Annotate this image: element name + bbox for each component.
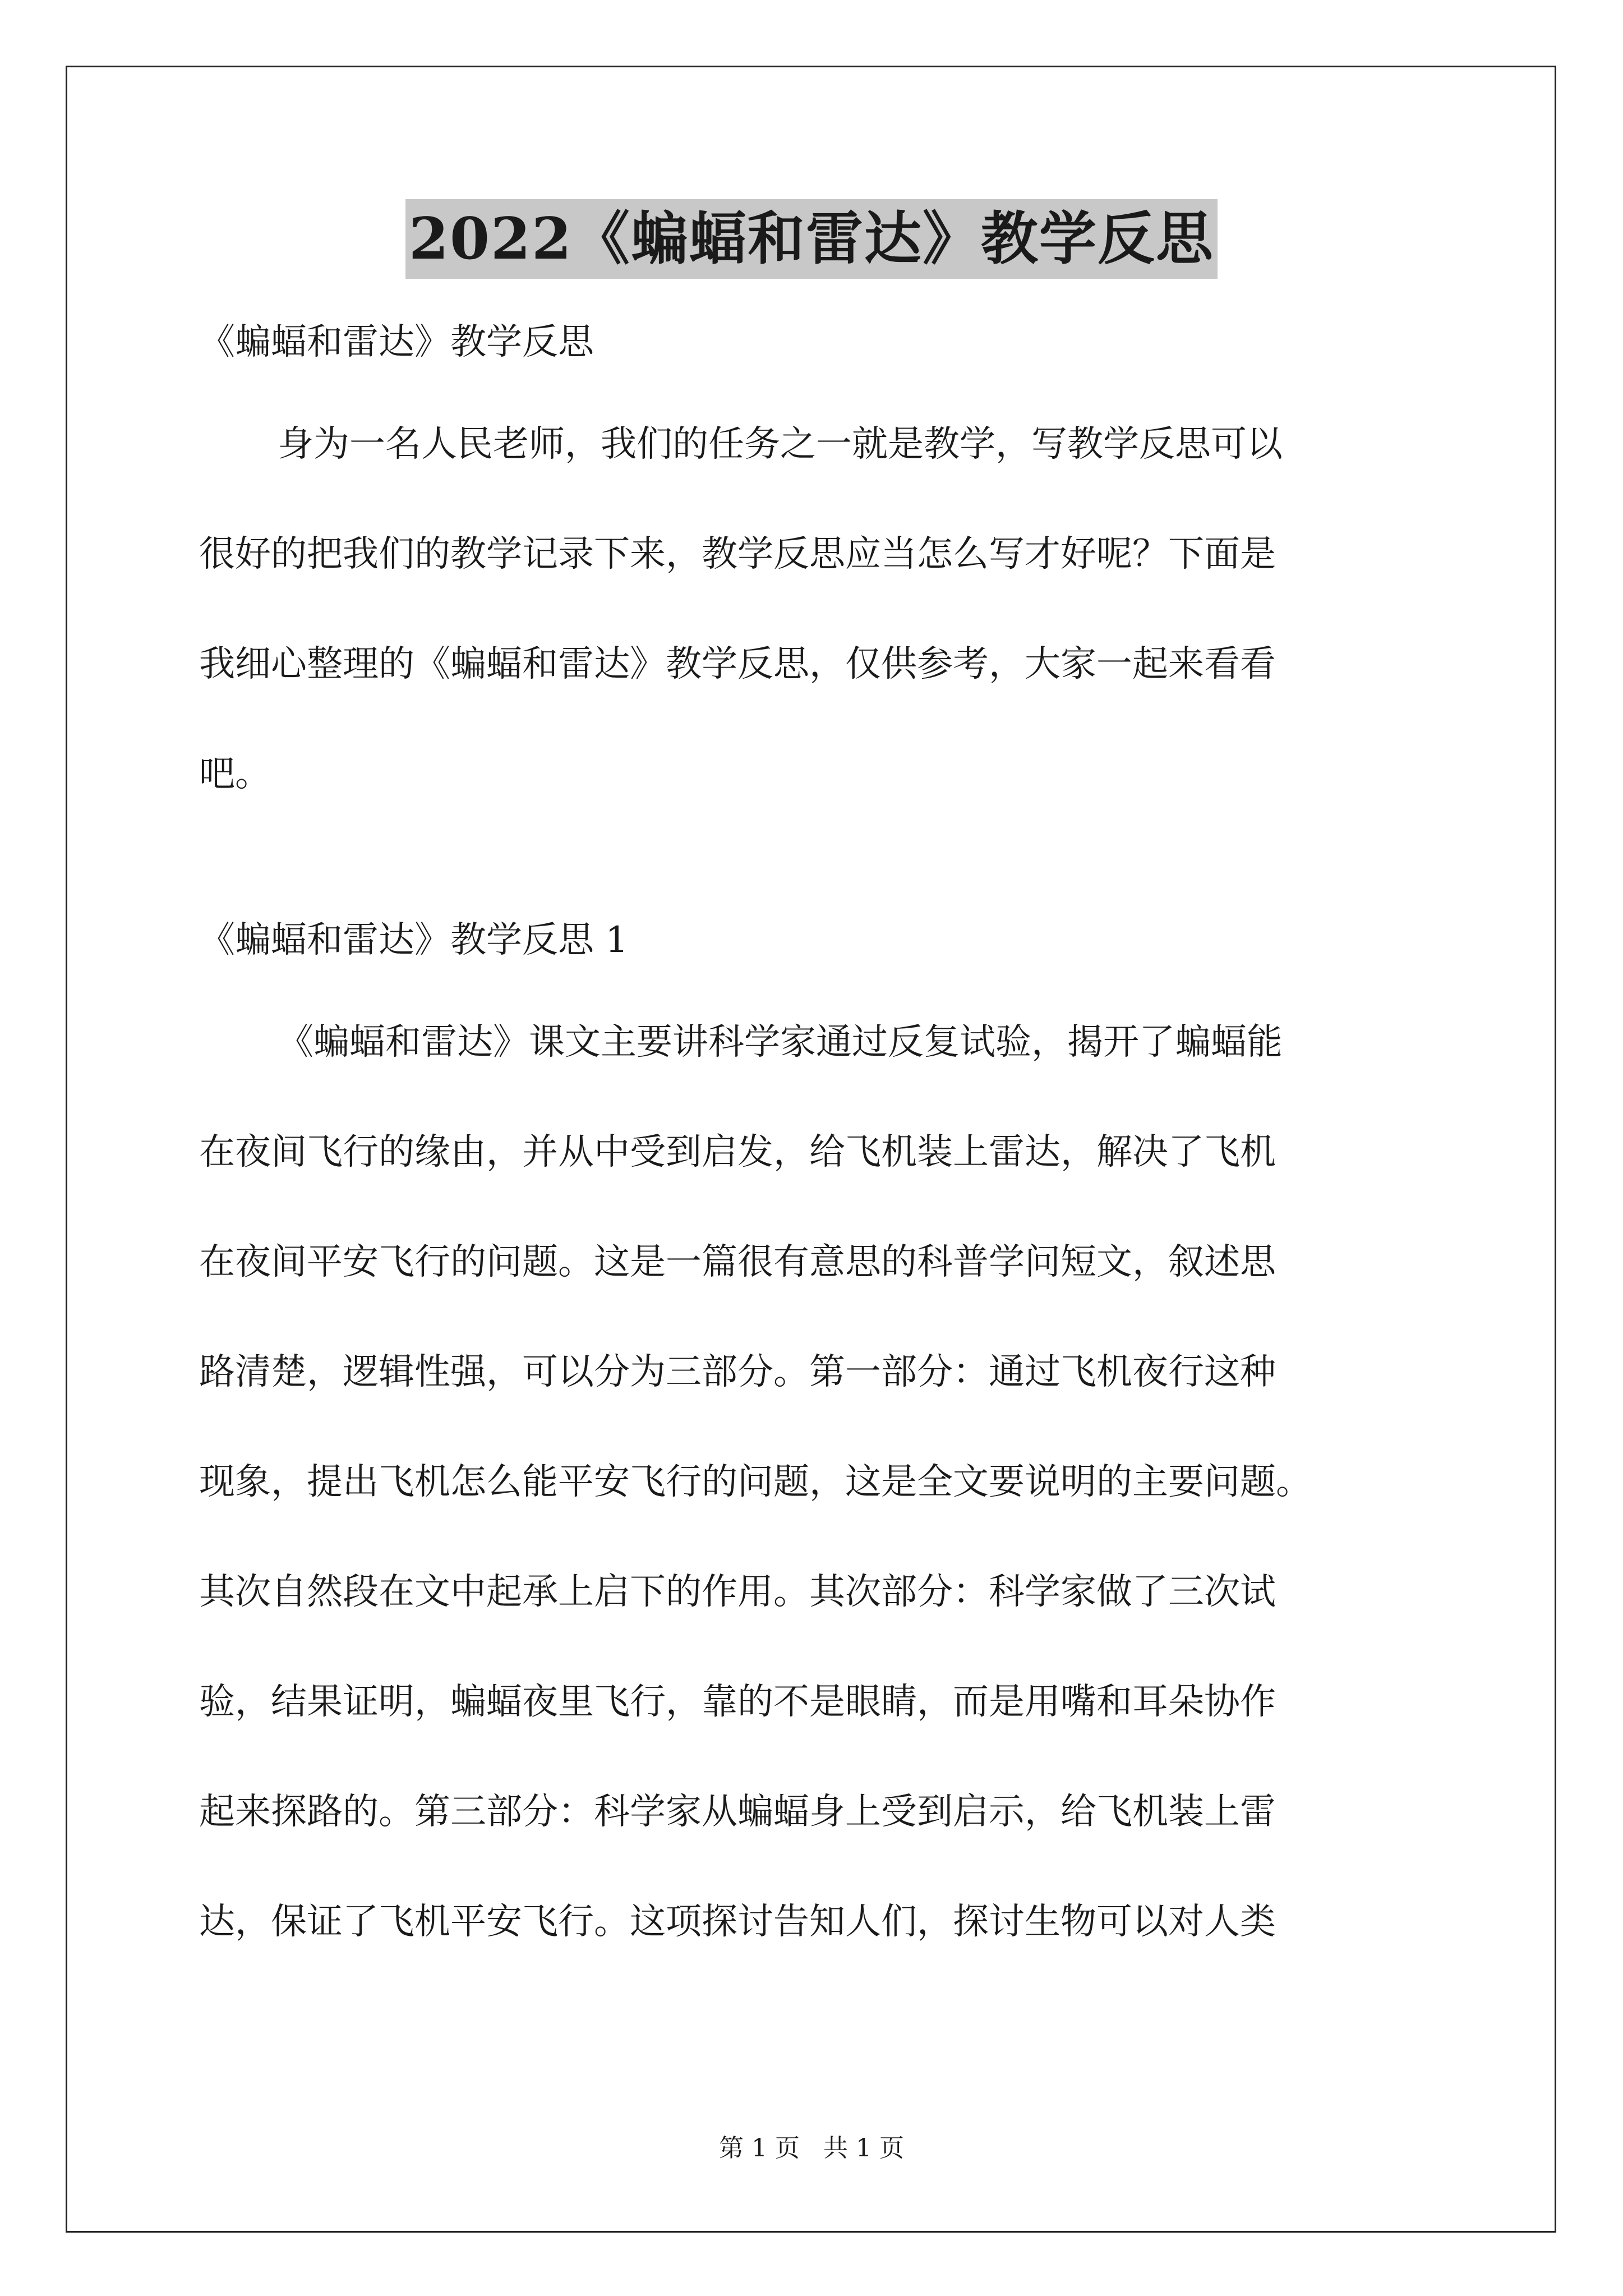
intro-line: 很好的把我们的教学记录下来，教学反思应当怎么写才好呢？下面是: [199, 533, 1276, 575]
intro-line: 我细心整理的《蝙蝠和雷达》教学反思，仅供参考，大家一起来看看: [199, 643, 1276, 685]
section-line: 在夜间平安飞行的问题。这是一篇很有意思的科普学问短文，叙述思: [199, 1241, 1276, 1283]
section-line: 在夜间飞行的缘由，并从中受到启发，给飞机装上雷达，解决了飞机: [199, 1131, 1276, 1173]
page-number-footer: 第 1 页 共 1 页: [719, 2134, 904, 2162]
section-line: 《蝙蝠和雷达》课文主要讲科学家通过反复试验，揭开了蝙蝠能: [278, 1022, 1283, 1063]
section-heading: 《蝙蝠和雷达》教学反思 1: [199, 919, 629, 961]
section-line: 达，保证了飞机平安飞行。这项探讨告知人们，探讨生物可以对人类: [199, 1901, 1276, 1943]
title-container: [0, 199, 1623, 279]
intro-line: 吧。: [199, 753, 271, 795]
section-spacer: [199, 856, 1438, 912]
section-line: 路清楚，逻辑性强，可以分为三部分。第一部分：通过飞机夜行这种: [199, 1351, 1276, 1393]
section-line: 其次自然段在文中起承上启下的作用。其次部分：科学家做了三次试: [199, 1571, 1276, 1613]
intro-line: 身为一名人民老师，我们的任务之一就是教学，写教学反思可以: [278, 424, 1283, 465]
section-line: 起来探路的。第三部分：科学家从蝙蝠身上受到启示，给飞机装上雷: [199, 1791, 1276, 1833]
subtitle: 《蝙蝠和雷达》教学反思: [199, 321, 594, 363]
document-title: 2022《蝙蝠和雷达》教学反思: [405, 199, 1218, 279]
document-body: [199, 314, 1438, 2004]
section-line: 现象，提出飞机怎么能平安飞行的问题，这是全文要说明的主要问题。: [199, 1461, 1312, 1503]
section-line: 验，结果证明，蝙蝠夜里飞行，靠的不是眼睛，而是用嘴和耳朵协作: [199, 1681, 1276, 1723]
